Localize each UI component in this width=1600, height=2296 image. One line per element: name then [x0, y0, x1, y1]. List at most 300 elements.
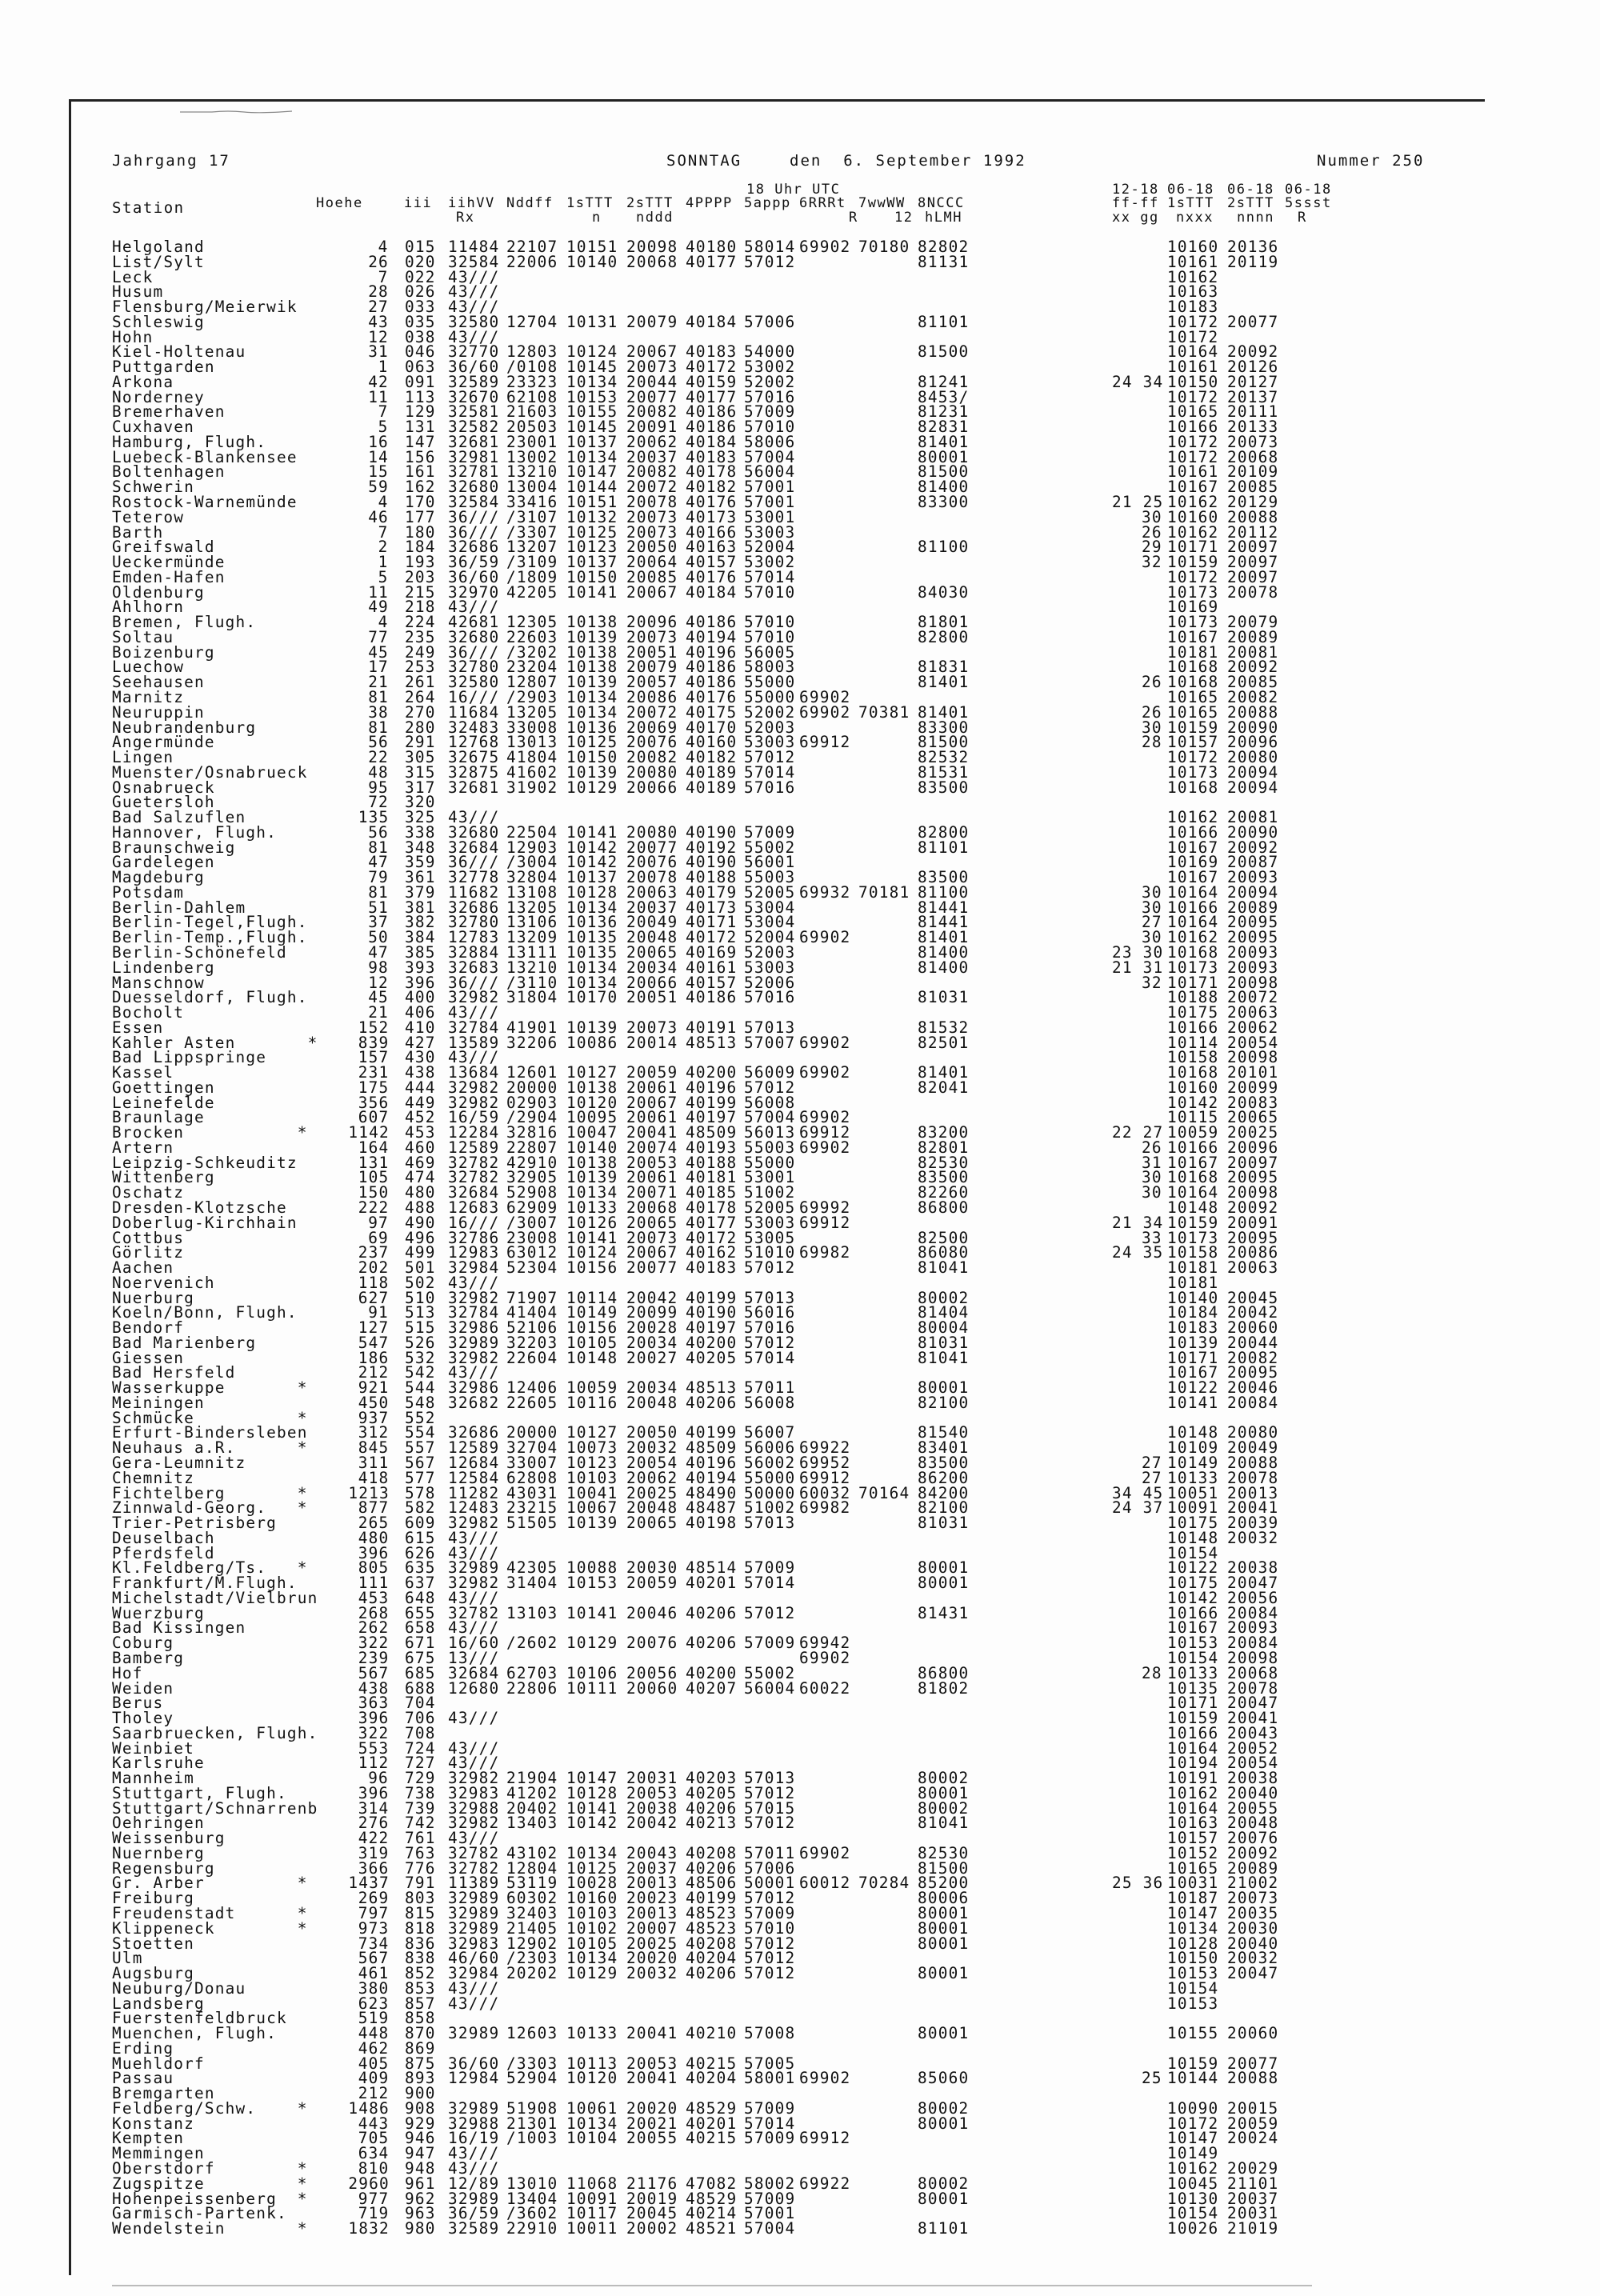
cell-station: Schleswig: [112, 312, 205, 331]
cell-iihvv: 43///: [448, 1588, 500, 1607]
cell-t2: 20077: [626, 1258, 678, 1278]
col-time-header: 18 Uhr UTC: [746, 182, 841, 198]
cell-t1: 10061: [566, 2098, 618, 2118]
cell-nddff: 12704: [506, 312, 558, 331]
cell-n8: 80002: [918, 2098, 970, 2118]
cell-p4: 40173: [686, 898, 738, 917]
cell-r6: 69902: [799, 1063, 851, 1082]
cell-station: Leipzig-Schkeuditz: [112, 1153, 298, 1172]
cell-iii: 129: [405, 402, 436, 422]
cell-t2: 20071: [626, 1183, 678, 1202]
cell-iihvv: 11389: [448, 1874, 500, 1893]
cell-t1: 10136: [566, 913, 618, 932]
cell-n8: 80001: [918, 1964, 970, 1983]
cell-tn: 20099: [1227, 1078, 1279, 1097]
cell-t1: 10139: [566, 1168, 618, 1187]
cell-t2: 20046: [626, 1603, 678, 1622]
cell-p4: 40166: [686, 522, 738, 542]
cell-tn: 20038: [1227, 1769, 1279, 1788]
col-6rrrt-sub: R: [849, 210, 858, 226]
cell-iihvv: 32683: [448, 958, 500, 977]
cell-station: Berus: [112, 1694, 164, 1713]
cell-p5: 57001: [744, 478, 796, 497]
cell-tn: 20109: [1227, 462, 1279, 482]
cell-tx: 10164: [1167, 1738, 1219, 1758]
cell-t2: 20030: [626, 1558, 678, 1578]
cell-p5: 53003: [744, 522, 796, 542]
cell-iii: 852: [405, 1964, 436, 1983]
cell-n8: 81031: [918, 1333, 970, 1352]
cell-p4: 40210: [686, 2024, 738, 2043]
cell-tn: 20133: [1227, 418, 1279, 437]
cell-p4: 40190: [686, 822, 738, 842]
cell-ff: 25 36: [1112, 1874, 1164, 1893]
cell-iihvv: 43///: [448, 267, 500, 286]
cell-tx: 10194: [1167, 1754, 1219, 1773]
cell-iii: 177: [405, 507, 436, 526]
cell-hoehe: 48: [368, 762, 389, 782]
cell-t1: 10133: [566, 1198, 618, 1217]
cell-iii: 203: [405, 567, 436, 586]
cell-iihvv: 32782: [448, 1843, 500, 1862]
cell-ff: 26: [1142, 1138, 1162, 1157]
cell-iihvv: 43///: [448, 1754, 500, 1773]
cell-t2: 20082: [626, 402, 678, 422]
cell-t1: 10138: [566, 658, 618, 677]
cell-tn: 20063: [1227, 1003, 1279, 1022]
cell-tx: 10159: [1167, 553, 1219, 572]
cell-nddff: /2602: [506, 1634, 558, 1653]
cell-iii: 320: [405, 793, 436, 812]
cell-n8: 82802: [918, 238, 970, 256]
cell-p4: 40183: [686, 447, 738, 466]
cell-n8: 83401: [918, 1438, 970, 1458]
cell-hoehe: 72: [368, 793, 389, 812]
cell-nddff: /3303: [506, 2054, 558, 2073]
cell-n8: 81401: [918, 673, 970, 692]
col-1sttt: 1sTTT: [566, 195, 614, 211]
cell-hoehe: 319: [358, 1843, 390, 1862]
cell-iihvv: 32580: [448, 312, 500, 331]
cell-t2: 20007: [626, 1918, 678, 1938]
cell-nddff: 12305: [506, 613, 558, 632]
cell-iii: 671: [405, 1634, 436, 1653]
cell-p5: 57001: [744, 2204, 796, 2223]
cell-tn: 20041: [1227, 1498, 1279, 1518]
cell-tx: 10166: [1167, 1723, 1219, 1742]
cell-nddff: 31804: [506, 988, 558, 1007]
cell-tx: 10167: [1167, 838, 1219, 857]
cell-t2: 20048: [626, 1393, 678, 1412]
cell-iihvv: 43///: [448, 2144, 500, 2163]
cell-iii: 858: [405, 2009, 436, 2028]
cell-p4: 40182: [686, 748, 738, 767]
cell-t2: 20032: [626, 1438, 678, 1458]
cell-n8: 81540: [918, 1423, 970, 1442]
cell-hoehe: 21: [368, 673, 389, 692]
cell-nddff: 13210: [506, 462, 558, 482]
cell-tn: 21101: [1227, 2174, 1279, 2193]
cell-t2: 20034: [626, 1333, 678, 1352]
cell-iihvv: 32989: [448, 1333, 500, 1352]
cell-t2: 20067: [626, 342, 678, 362]
cell-tn: 20129: [1227, 493, 1279, 512]
cell-tn: 20088: [1227, 2069, 1279, 2088]
cell-p5: 57012: [744, 1814, 796, 1833]
cell-hoehe: 276: [358, 1814, 390, 1833]
cell-hoehe: 150: [358, 1183, 390, 1202]
cell-ff: 30: [1142, 1168, 1162, 1187]
cell-n8: 8453/: [918, 387, 970, 406]
cell-iihvv: 11282: [448, 1483, 500, 1502]
cell-station: Chemnitz: [112, 1468, 194, 1487]
cell-hoehe: 37: [368, 913, 389, 932]
cell-n8: 81031: [918, 988, 970, 1007]
cell-t1: 10127: [566, 1063, 618, 1082]
cell-nddff: /3007: [506, 1213, 558, 1232]
cell-iii: 499: [405, 1243, 436, 1262]
cell-iii: 490: [405, 1213, 436, 1232]
cell-tx: 10165: [1167, 687, 1219, 706]
cell-iii: 406: [405, 1003, 436, 1022]
cell-iii: 875: [405, 2054, 436, 2073]
cell-tn: 20068: [1227, 447, 1279, 466]
cell-p5: 52005: [744, 1198, 796, 1217]
cell-hoehe: 418: [358, 1468, 390, 1487]
cell-tx: 10130: [1167, 2189, 1219, 2208]
cell-n8: 81532: [918, 1018, 970, 1037]
cell-iihvv: 32970: [448, 582, 500, 602]
cell-station: Zinnwald-Georg. *: [112, 1498, 308, 1518]
cell-n8: 82530: [918, 1153, 970, 1172]
cell-hoehe: 49: [368, 598, 389, 617]
cell-t1: 10067: [566, 1498, 618, 1518]
cell-p5: 57011: [744, 1378, 796, 1398]
cell-p4: 40184: [686, 432, 738, 451]
cell-t2: 20062: [626, 1468, 678, 1487]
cell-iii: 264: [405, 687, 436, 706]
cell-n8: 80001: [918, 1918, 970, 1938]
cell-station: Bocholt: [112, 1003, 185, 1022]
cell-n8: 81241: [918, 372, 970, 391]
cell-station: Teterow: [112, 507, 185, 526]
cell-tn: 20039: [1227, 1514, 1279, 1533]
cell-station: Stoetten: [112, 1934, 194, 1953]
cell-tx: 10165: [1167, 402, 1219, 422]
cell-hoehe: 461: [358, 1964, 390, 1983]
cell-iihvv: 16/60: [448, 1634, 500, 1653]
cell-t1: 10134: [566, 1183, 618, 1202]
cell-tx: 10165: [1167, 1858, 1219, 1878]
cell-t2: 20044: [626, 372, 678, 391]
cell-ff: 30: [1142, 718, 1162, 737]
col-tx-sub: nxxx: [1176, 210, 1214, 226]
cell-p5: 57014: [744, 567, 796, 586]
cell-p5: 55002: [744, 838, 796, 857]
cell-r6: 69952: [799, 1454, 851, 1473]
cell-iii: 480: [405, 1183, 436, 1202]
cell-station: Kl.Feldberg/Ts. *: [112, 1558, 308, 1578]
cell-iihvv: 12768: [448, 733, 500, 752]
cell-p5: 57013: [744, 1514, 796, 1533]
cell-t2: 20072: [626, 478, 678, 497]
cell-r6: 69902: [799, 1843, 851, 1862]
cell-station: Wasserkuppe *: [112, 1378, 308, 1398]
cell-t2: 20050: [626, 538, 678, 557]
cell-p4: 48521: [686, 2219, 738, 2238]
cell-p4: 40197: [686, 1108, 738, 1127]
cell-iii: 724: [405, 1738, 436, 1758]
cell-iii: 410: [405, 1018, 436, 1037]
cell-tn: 20038: [1227, 1558, 1279, 1578]
cell-t2: 20014: [626, 1033, 678, 1052]
cell-t2: 20041: [626, 1123, 678, 1142]
cell-iihvv: 32782: [448, 1168, 500, 1187]
cell-nddff: 42205: [506, 582, 558, 602]
cell-station: Hohenpeissenberg *: [112, 2189, 308, 2208]
cell-n8: 80001: [918, 1378, 970, 1398]
cell-tn: 20077: [1227, 312, 1279, 331]
cell-tn: 20082: [1227, 687, 1279, 706]
cell-iihvv: 32780: [448, 658, 500, 677]
cell-station: Wendelstein *: [112, 2219, 308, 2238]
cell-ff: 30: [1142, 928, 1162, 947]
cell-iii: 578: [405, 1483, 436, 1502]
cell-t1: 10142: [566, 1814, 618, 1833]
cell-ff: 23 30: [1112, 942, 1164, 962]
cell-iihvv: 12483: [448, 1498, 500, 1518]
cell-hoehe: 38: [368, 702, 389, 722]
cell-p4: 40205: [686, 1783, 738, 1802]
cell-tx: 10191: [1167, 1769, 1219, 1788]
cell-tn: 20094: [1227, 778, 1279, 797]
cell-nddff: 13010: [506, 2174, 558, 2193]
cell-iii: 033: [405, 298, 436, 317]
cell-t1: 10095: [566, 1108, 618, 1127]
cell-hoehe: 212: [358, 1363, 390, 1382]
cell-n8: 80002: [918, 2174, 970, 2193]
issue-number: Nummer 250: [1317, 152, 1425, 170]
cell-tx: 10172: [1167, 567, 1219, 586]
cell-n8: 81401: [918, 702, 970, 722]
cell-t1: 10088: [566, 1558, 618, 1578]
cell-hoehe: 405: [358, 2054, 390, 2073]
cell-iii: 548: [405, 1393, 436, 1412]
cell-p4: 40206: [686, 1393, 738, 1412]
cell-t2: 20077: [626, 387, 678, 406]
cell-tx: 10173: [1167, 1228, 1219, 1247]
cell-tn: 20076: [1227, 1829, 1279, 1848]
cell-p4: 40204: [686, 1949, 738, 1968]
cell-iii: 449: [405, 1093, 436, 1112]
cell-n8: 80001: [918, 447, 970, 466]
cell-t1: 10138: [566, 1153, 618, 1172]
cell-tn: 20035: [1227, 1903, 1279, 1922]
cell-t1: 10139: [566, 627, 618, 646]
cell-nddff: 42910: [506, 1153, 558, 1172]
cell-nddff: /1003: [506, 2129, 558, 2148]
cell-t1: 10147: [566, 1769, 618, 1788]
cell-w7: 70180: [858, 238, 910, 256]
cell-tx: 10149: [1167, 2144, 1219, 2163]
cell-hoehe: 1142: [348, 1123, 390, 1142]
cell-tx: 10162: [1167, 808, 1219, 827]
cell-hoehe: 1832: [348, 2219, 390, 2238]
cell-p4: 40207: [686, 1678, 738, 1698]
bottom-rule: [112, 2285, 1312, 2286]
cell-station: Braunlage: [112, 1108, 205, 1127]
cell-nddff: 23204: [506, 658, 558, 677]
cell-nddff: 13205: [506, 702, 558, 722]
cell-p5: 56016: [744, 1303, 796, 1322]
cell-iihvv: 12983: [448, 1243, 500, 1262]
cell-p4: 40157: [686, 553, 738, 572]
cell-nddff: 13108: [506, 882, 558, 902]
cell-hoehe: 409: [358, 2069, 390, 2088]
cell-p4: 40206: [686, 1798, 738, 1818]
cell-nddff: 20000: [506, 1078, 558, 1097]
cell-p5: 53003: [744, 958, 796, 977]
cell-iihvv: 43///: [448, 1003, 500, 1022]
cell-nddff: 22807: [506, 1138, 558, 1157]
cell-station: Frankfurt/M.Flugh.: [112, 1574, 298, 1593]
cell-tx: 10172: [1167, 327, 1219, 346]
cell-tx: 10158: [1167, 1048, 1219, 1067]
cell-nddff: 52908: [506, 1183, 558, 1202]
col-iihvv: iihVV: [448, 195, 495, 211]
cell-iii: 338: [405, 822, 436, 842]
cell-iii: 763: [405, 1843, 436, 1862]
cell-p4: 40200: [686, 1333, 738, 1352]
col-tn-sub: nnnn: [1237, 210, 1274, 226]
cell-iii: 026: [405, 282, 436, 302]
cell-r6: 69902: [799, 687, 851, 706]
cell-nddff: 12902: [506, 1934, 558, 1953]
cell-p4: 40206: [686, 1634, 738, 1653]
cell-p4: 40206: [686, 1964, 738, 1983]
cell-r6: 69902: [799, 238, 851, 256]
cell-ff: 33: [1142, 1228, 1162, 1247]
cell-nddff: 33007: [506, 1454, 558, 1473]
cell-tn: 20095: [1227, 1168, 1279, 1187]
cell-tx: 10154: [1167, 1648, 1219, 1667]
cell-station: Lingen: [112, 748, 174, 767]
cell-tn: 20062: [1227, 1018, 1279, 1037]
cell-p5: 56001: [744, 853, 796, 872]
cell-t2: 20080: [626, 822, 678, 842]
cell-p5: 57007: [744, 1033, 796, 1052]
cell-p5: 57014: [744, 1574, 796, 1593]
cell-iihvv: 32989: [448, 1889, 500, 1908]
cell-t1: 10147: [566, 462, 618, 482]
cell-t2: 20023: [626, 1889, 678, 1908]
cell-n8: 83500: [918, 868, 970, 887]
cell-station: Muehldorf: [112, 2054, 205, 2073]
cell-tx: 10173: [1167, 582, 1219, 602]
cell-iihvv: 42681: [448, 613, 500, 632]
cell-tn: 20040: [1227, 1783, 1279, 1802]
cell-station: Görlitz: [112, 1243, 185, 1262]
cell-tx: 10173: [1167, 762, 1219, 782]
cell-station: Dresden-Klotzsche: [112, 1198, 287, 1217]
cell-station: Karlsruhe: [112, 1754, 205, 1773]
cell-n8: 82801: [918, 1138, 970, 1157]
cell-n8: 83300: [918, 493, 970, 512]
col-hoehe: Hoehe: [316, 195, 363, 211]
cell-t1: 10041: [566, 1483, 618, 1502]
cell-r6: 60012: [799, 1874, 851, 1893]
cell-station: Deuselbach: [112, 1528, 215, 1547]
cell-n8: 81041: [918, 1348, 970, 1367]
col-ss: 5ssst: [1285, 195, 1332, 211]
frame-left-rule: [69, 99, 71, 2275]
cell-p5: 57012: [744, 252, 796, 271]
cell-station: Gr. Arber *: [112, 1874, 308, 1893]
cell-iii: 738: [405, 1783, 436, 1802]
cell-tx: 10150: [1167, 372, 1219, 391]
cell-p5: 57013: [744, 1018, 796, 1037]
cell-nddff: 23215: [506, 1498, 558, 1518]
cell-t2: 20067: [626, 1243, 678, 1262]
cell-tx: 10133: [1167, 1663, 1219, 1682]
cell-hoehe: 519: [358, 2009, 390, 2028]
cell-p5: 57012: [744, 1949, 796, 1968]
cell-iihvv: 32589: [448, 372, 500, 391]
cell-tx: 10162: [1167, 522, 1219, 542]
cell-iii: 452: [405, 1108, 436, 1127]
cell-iihvv: 32984: [448, 1258, 500, 1278]
cell-t2: 20079: [626, 658, 678, 677]
cell-tn: 20041: [1227, 1709, 1279, 1728]
cell-hoehe: 5: [378, 567, 389, 586]
cell-t1: 10124: [566, 1243, 618, 1262]
cell-hoehe: 22: [368, 748, 389, 767]
cell-t2: 20038: [626, 1798, 678, 1818]
cell-n8: 84200: [918, 1483, 970, 1502]
cell-p5: 53003: [744, 733, 796, 752]
cell-station: Seehausen: [112, 673, 205, 692]
cell-t1: 10135: [566, 942, 618, 962]
cell-hoehe: 322: [358, 1723, 390, 1742]
cell-p5: 56004: [744, 462, 796, 482]
cell-tn: 20092: [1227, 838, 1279, 857]
cell-iihvv: 11484: [448, 238, 500, 256]
cell-t1: 10129: [566, 778, 618, 797]
cell-t2: 20048: [626, 928, 678, 947]
cell-p5: 57006: [744, 312, 796, 331]
cell-iii: 929: [405, 2114, 436, 2133]
cell-p4: 40177: [686, 387, 738, 406]
cell-hoehe: 51: [368, 898, 389, 917]
cell-p5: 53004: [744, 898, 796, 917]
cell-hoehe: 50: [368, 928, 389, 947]
cell-station: Neubrandenburg: [112, 718, 257, 737]
cell-p5: 55000: [744, 1153, 796, 1172]
cell-iihvv: 32988: [448, 2114, 500, 2133]
cell-n8: 85200: [918, 1874, 970, 1893]
cell-iii: 460: [405, 1138, 436, 1157]
cell-nddff: 41901: [506, 1018, 558, 1037]
cell-iii: 739: [405, 1798, 436, 1818]
cell-tn: 20092: [1227, 658, 1279, 677]
cell-t1: 10129: [566, 1964, 618, 1983]
cell-nddff: 43031: [506, 1483, 558, 1502]
cell-iihvv: 12783: [448, 928, 500, 947]
cell-nddff: 13111: [506, 942, 558, 962]
cell-iihvv: 12680: [448, 1678, 500, 1698]
cell-hoehe: 265: [358, 1514, 390, 1533]
cell-p4: 40177: [686, 1213, 738, 1232]
